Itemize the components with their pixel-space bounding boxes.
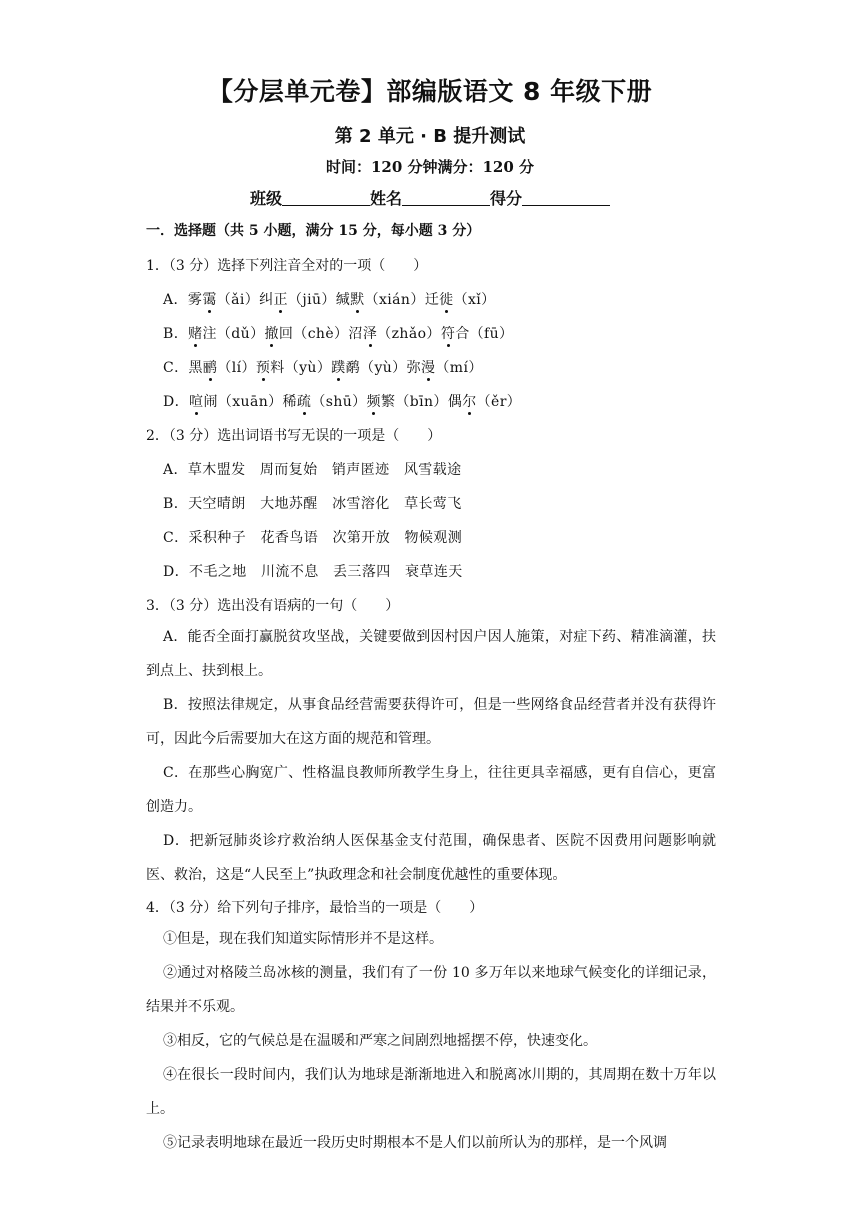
section-heading: 一．选择题（共 5 小题，满分 15 分，每小题 3 分）	[146, 223, 481, 239]
question-4-sentence-1: ①但是，现在我们知道实际情形并不是这样。	[163, 931, 443, 947]
question-4-sentence-3: ③相反，它的气候总是在温暖和严寒之间剧烈地摇摆不停，快速变化。	[163, 1033, 597, 1049]
name-label: 姓名	[369, 189, 402, 208]
question-1-stem: 1．（3 分）选择下列注音全对的一项（ ）	[146, 258, 428, 274]
class-blank[interactable]	[282, 190, 370, 206]
time-info: 时间：120 分钟满分：120 分	[325, 158, 535, 176]
question-2-option-b[interactable]: B．天空晴朗 大地苏醒 冰雪溶化 草长莺飞	[163, 496, 462, 512]
question-3-option-a[interactable]: A．能否全面打赢脱贫攻坚战，关键要做到因村因户因人施策，对症下药、精准滴灌，扶到点上、扶到根上。	[146, 629, 716, 679]
question-2-stem: 2．（3 分）选出词语书写无误的一项是（ ）	[146, 428, 442, 444]
name-blank[interactable]	[402, 190, 490, 206]
question-2-option-c[interactable]: C．采积种子 花香鸟语 次第开放 物候观测	[163, 530, 463, 546]
score-label: 得分	[490, 189, 523, 208]
question-4-sentence-5: ⑤记录表明地球在最近一段历史时期根本不是人们以前所认为的那样，是一个风调	[163, 1135, 667, 1151]
question-4-stem: 4．（3 分）给下列句子排序，最恰当的一项是（ ）	[146, 900, 484, 916]
question-2-option-a[interactable]: A．草木盟发 周而复始 销声匿迹 风雪载途	[163, 462, 462, 478]
question-4-sentence-4: ④在很长一段时间内，我们认为地球是渐渐地进入和脱离冰川期的，其周期在数十万年以上。	[146, 1067, 716, 1117]
question-2-option-d[interactable]: D．不毛之地 川流不息 丢三落四 衰草连天	[163, 564, 463, 580]
score-blank[interactable]	[522, 190, 610, 206]
question-3-option-b[interactable]: B．按照法律规定，从事食品经营需要获得许可，但是一些网络食品经营者并没有获得许可，因此今后需要加大在这方面的规范和管理。	[146, 697, 716, 747]
student-info-line	[0, 186, 860, 209]
page-title: 【分层单元卷】部编版语文 8 年级下册	[207, 77, 653, 106]
question-1-option-d[interactable]: D．喧闹（xuān）稀疏（shū）频繁（bīn）偶尔（ěr）	[163, 394, 522, 410]
question-1-option-b[interactable]: B．赌注（dǔ）撤回（chè）沼泽（zhǎo）符合（fū）	[163, 326, 514, 342]
question-1-option-c[interactable]: C．黑鹂（lí）预料（yù）蹼鹬（yù）弥漫（mí）	[163, 360, 483, 376]
question-1-option-a[interactable]: A．雾霭（ǎi）纠正（jiū）缄默（xián）迁徙（xǐ）	[163, 292, 496, 308]
question-3-stem: 3．（3 分）选出没有语病的一句（ ）	[146, 598, 400, 614]
question-4-sentence-2: ②通过对格陵兰岛冰核的测量，我们有了一份 10 多万年以来地球气候变化的详细记录，结果并不乐观。	[146, 965, 716, 1015]
page-subtitle: 第 2 单元 · B 提升测试	[334, 126, 526, 147]
question-3-option-c[interactable]: C．在那些心胸宽广、性格温良教师所教学生身上，往往更具幸福感，更有自信心，更富创造力。	[146, 765, 716, 815]
question-3-option-d[interactable]: D．把新冠肺炎诊疗救治纳人医保基金支付范围，确保患者、医院不因费用问题影响就医、救治，这是“人民至上”执政理念和社会制度优越性的重要体现。	[146, 833, 716, 883]
class-label: 班级	[249, 189, 282, 208]
